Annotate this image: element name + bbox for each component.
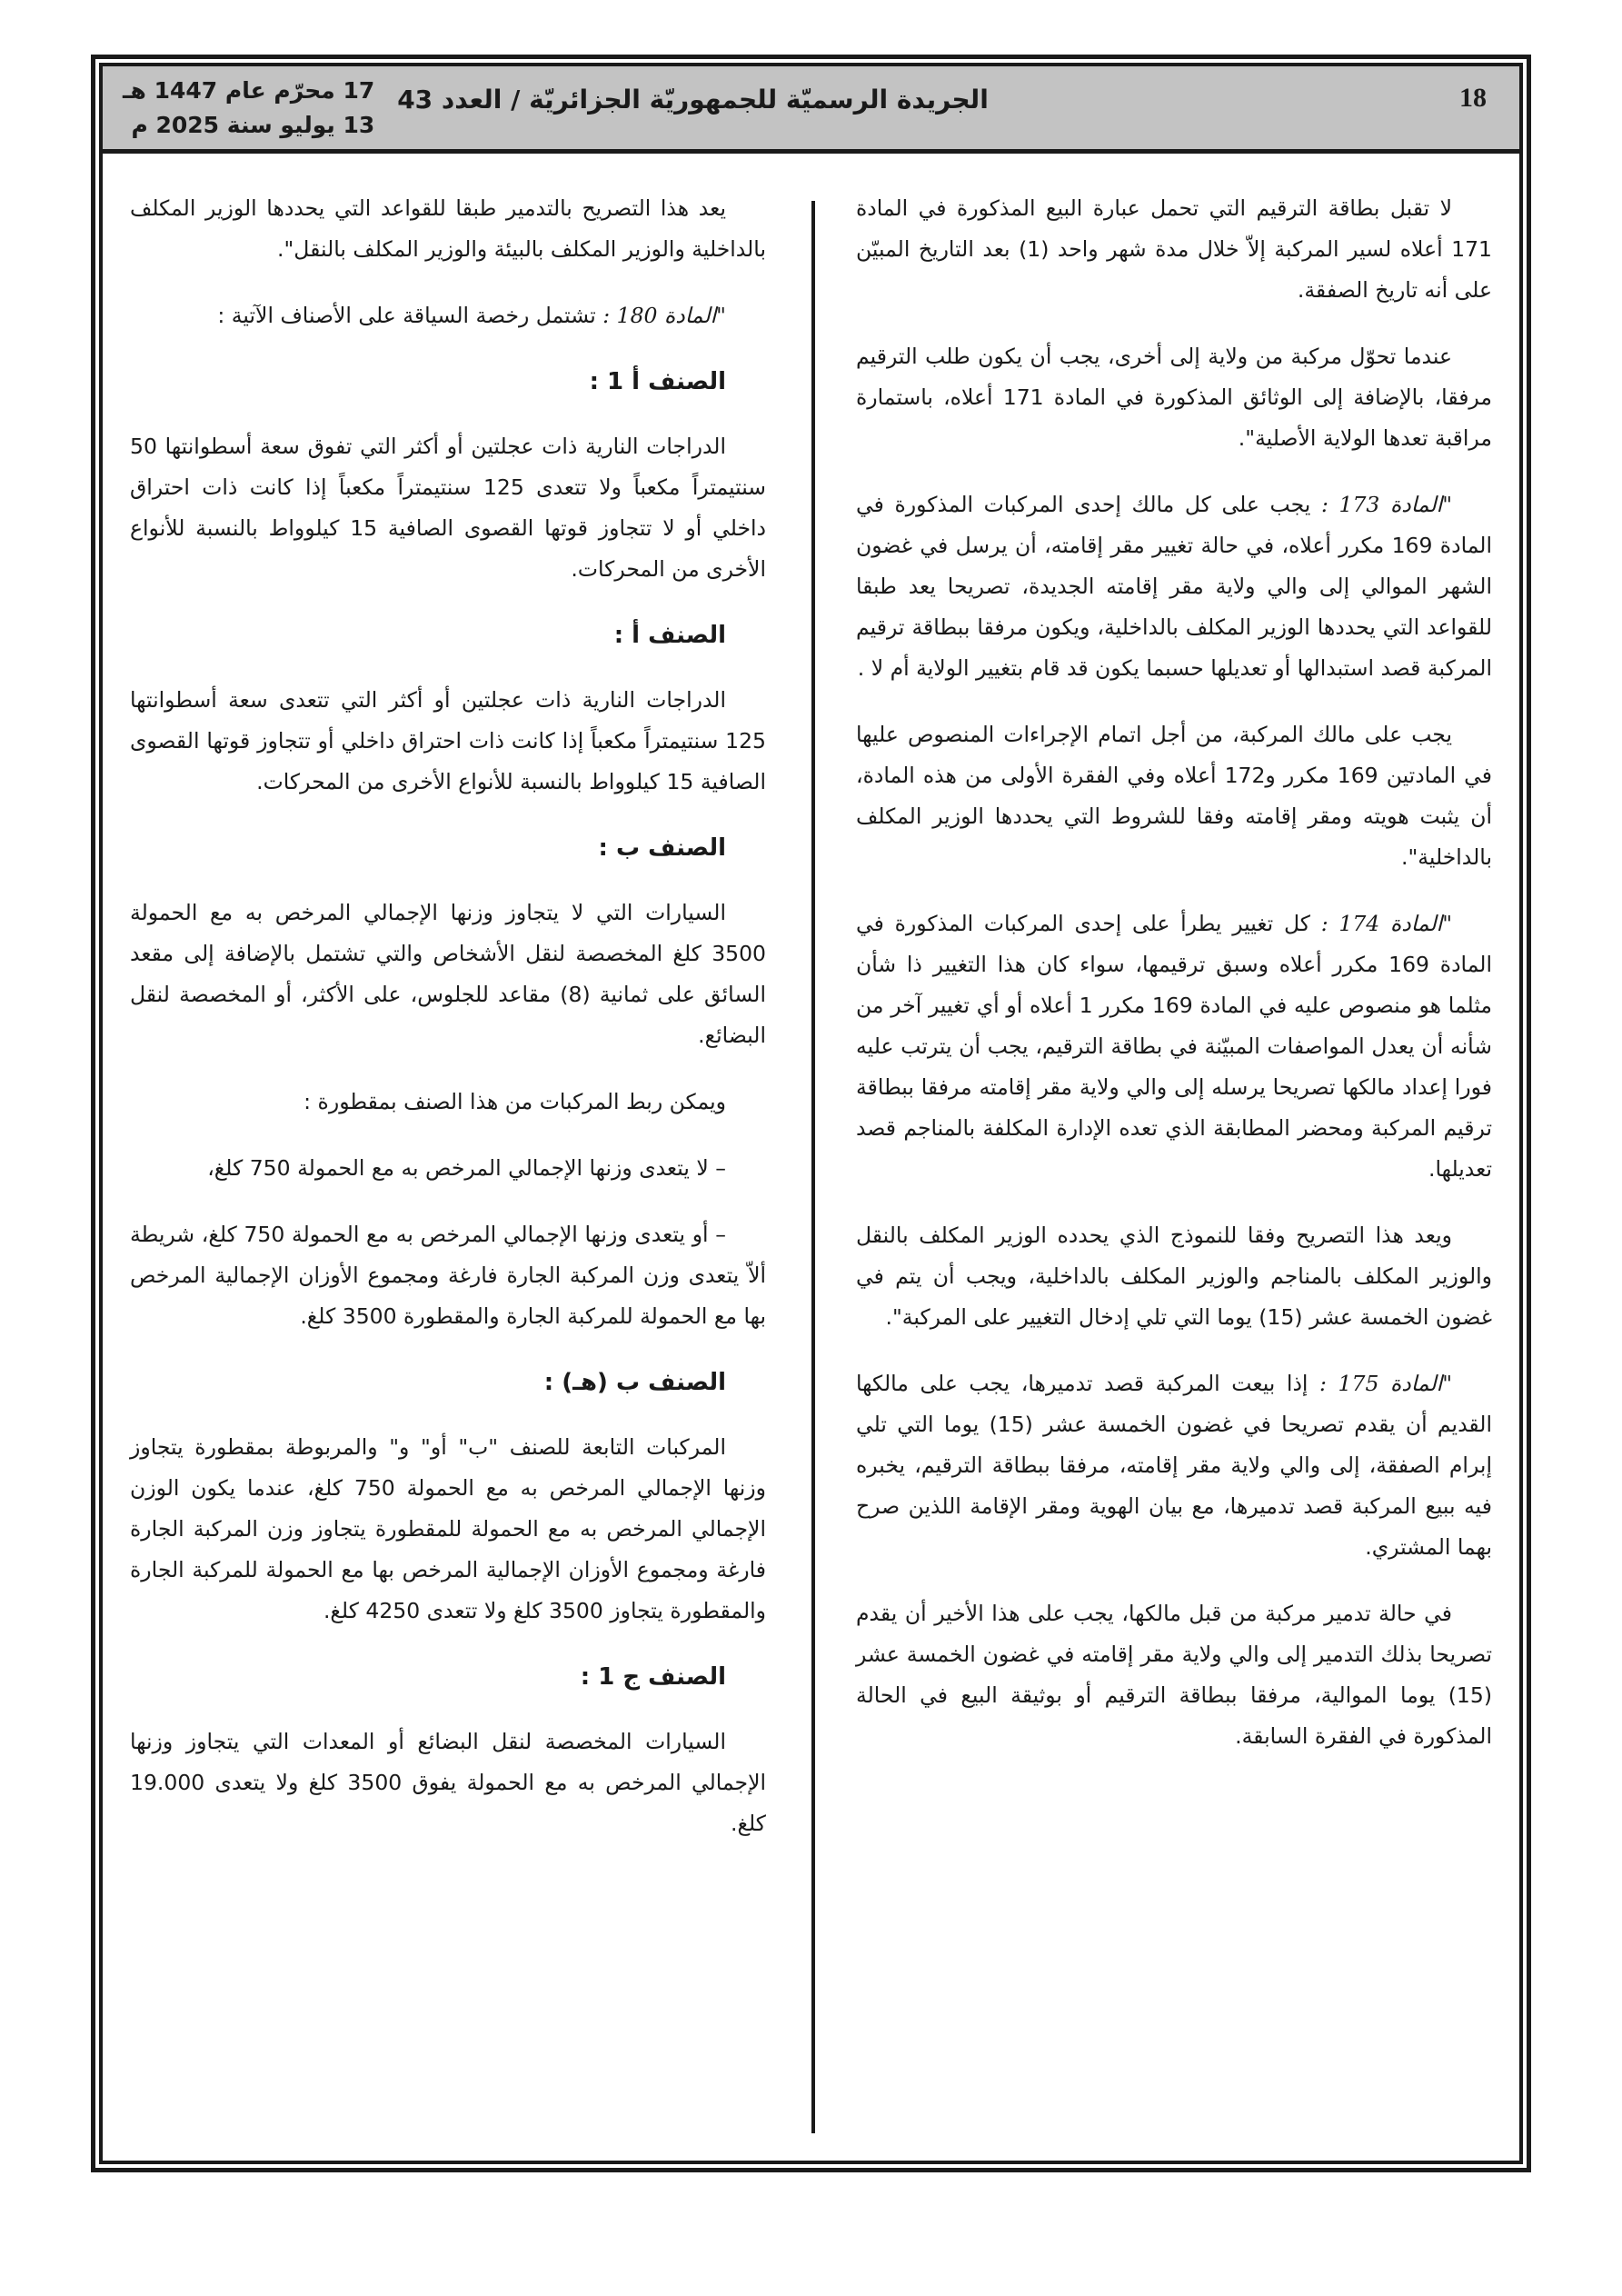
right-column	[856, 188, 1492, 1782]
article-text: تشتمل رخصة السياقة على الأصناف الآتية :	[217, 303, 603, 328]
article-label: "المادة 173 :	[1320, 492, 1453, 517]
category-heading: الصنف ب :	[598, 834, 726, 862]
page-outer-frame	[91, 55, 1531, 2172]
body-paragraph: السيارات المخصصة لنقل البضائع أو المعدات التي يتجاوز وزنها الإجمالي المرخص به مع الحمولة يفوق 3500 كلغ ولا يتعدى 19.000 كلغ.	[130, 1729, 766, 1836]
body-paragraph: الدراجات النارية ذات عجلتين أو أكثر التي تفوق سعة أسطوانتها 50 سنتيمتراً مكعباً ولا تتعدى 125 سنتيمتراً مكعباً إذا كانت ذات احتراق داخلي أو لا تتجاوز قوتها القصوى الصافية 15 كيلوواط بالنسبة للأنواع الأخرى من المحركات.	[130, 434, 767, 582]
category-heading: الصنف أ :	[613, 622, 726, 649]
body-paragraph: السيارات التي لا يتجاوز وزنها الإجمالي المرخص به مع الحمولة 3500 كلغ المخصصة لنقل الأشخاص والتي تشتمل بالإضافة إلى مقعد السائق على ثمانية (8) مقاعد للجلوس، على الأكثر، أو المخصصة لنقل البضائع.	[130, 900, 766, 1048]
body-paragraph: المركبات التابعة للصنف "ب" أو" و" والمربوطة بمقطورة يتجاوز وزنها الإجمالي المرخص به مع الحمولة 750 كلغ، عندما يكون الوزن الإجمالي المرخص به مع الحمولة للمقطورة يتجاوز وزن المركبة الجارة فارغة ومجموع الأوزان الإجمالية المرخص بها مع الحمولة للمركبة الجارة والمقطورة يتجاوز 3500 كلغ ولا تتعدى 4250 كلغ.	[130, 1434, 766, 1623]
article-paragraph	[856, 903, 1492, 1190]
column-divider	[811, 201, 815, 2133]
page-number: 18	[1459, 83, 1487, 113]
article-paragraph	[856, 1363, 1492, 1568]
article-text: كل تغيير يطرأ على إحدى المركبات المذكورة في المادة 169 مكرر أعلاه وسبق ترقيمها، سواء كان هذا التغيير ذا شأن مثلما هو منصوص عليه في المادة 169 مكرر 1 أعلاه أو أي تغيير آخر من شأنه أن يعدل المواصفات المبيّنة في بطاقة الترقيم، يجب أن يترتب عليه فورا إعداد مالكها تصريحا يرسله إلى والي ولاية مقر إقامته مرفقا ببطاقة ترقيم المركبة ومحضر المطابقة الذي تعده الإدارة المكلفة بالمناجم قصد تعديلها.	[856, 911, 1492, 1182]
article-label: "المادة 180 :	[602, 303, 726, 328]
body-paragraph: ويعد هذا التصريح وفقا للنموذج الذي يحدده الوزير المكلف بالنقل والوزير المكلف بالمناجم والوزير المكلف بالداخلية، ويجب أن يتم في غضون الخمسة عشر (15) يوما التي تلي إدخال التغيير على المركبة".	[856, 1223, 1492, 1330]
page-header	[103, 66, 1519, 154]
body-paragraph: لا تقبل بطاقة الترقيم التي تحمل عبارة البيع المذكورة في المادة 171 أعلاه لسير المركبة إلاّ خلال مدة شهر واحد (1) بعد التاريخ المبيّن على أنه تاريخ الصفقة.	[856, 195, 1492, 303]
article-text: إذا بيعت المركبة قصد تدميرها، يجب على مالكها القديم أن يقدم تصريحا في غضون الخمسة عشر (15) يوما التي تلي إبرام الصفقة، إلى والي ولاية مقر إقامته، مرفقا ببطاقة الترقيم، يخبره فيه ببيع المركبة قصد تدميرها، مع بيان الهوية ومقر الإقامة اللذين صرح بهما المشتري.	[856, 1371, 1492, 1560]
body-paragraph: عندما تحوّل مركبة من ولاية إلى أخرى، يجب أن يكون طلب الترقيم مرفقا، بالإضافة إلى الوثائق المذكورة في المادة 171 أعلاه، باستمارة مراقبة تعدها الولاية الأصلية".	[856, 344, 1492, 451]
page-inner-frame	[99, 63, 1523, 2164]
body-paragraph: في حالة تدمير مركبة من قبل مالكها، يجب على هذا الأخير أن يقدم تصريحا بذلك التدمير إلى والي ولاية مقر إقامته في غضون الخمسة عشر (15) يوما الموالية، مرفقا ببطاقة الترقيم أو بوثيقة البيع في الحالة المذكورة في الفقرة السابقة.	[856, 1601, 1492, 1749]
left-column	[130, 188, 766, 1870]
date-gregorian: 13 يوليو سنة 2025 م	[131, 112, 375, 138]
body-paragraph: يجب على مالك المركبة، من أجل اتمام الإجراءات المنصوص عليها في المادتين 169 مكرر و172 أعلاه وفي الفقرة الأولى من هذه المادة، أن يثبت هويته ومقر إقامته وفقا للشروط التي يحددها الوزير المكلف بالداخلية".	[856, 722, 1493, 870]
article-label: "المادة 174 :	[1320, 911, 1453, 936]
category-heading: الصنف ب (هـ) :	[543, 1369, 726, 1396]
issue-dates	[123, 74, 374, 143]
body-paragraph: – أو يتعدى وزنها الإجمالي المرخص به مع الحمولة 750 كلغ، شريطة ألاّ يتعدى وزن المركبة الجارة فارغة ومجموع الأوزان الإجمالية المرخص بها مع الحمولة للمركبة الجارة والمقطورة 3500 كلغ.	[130, 1222, 766, 1329]
body-paragraph: – لا يتعدى وزنها الإجمالي المرخص به مع الحمولة 750 كلغ،	[207, 1155, 726, 1181]
gazette-title: الجريدة الرسميّة للجمهوريّة الجزائريّة / العدد 43	[397, 85, 989, 115]
date-hijri: 17 محرّم عام 1447 هـ	[123, 77, 375, 104]
article-text: يجب على كل مالك إحدى المركبات المذكورة في المادة 169 مكرر أعلاه، في حالة تغيير مقر إقامته، أن يرسل في غضون الشهر الموالي إلى والي ولاية مقر إقامته الجديدة، تصريحا يعد طبقا للقواعد التي يحددها الوزير المكلف بالداخلية، ويكون مرفقا ببطاقة ترقيم المركبة قصد استبدالها أو تعديلها حسبما يكون قد قام بتغيير الولاية أم لا .	[856, 492, 1492, 681]
body-columns	[103, 154, 1519, 2161]
article-paragraph	[856, 484, 1492, 689]
category-heading: الصنف ج 1 :	[580, 1663, 726, 1691]
body-paragraph: الدراجات النارية ذات عجلتين أو أكثر التي تتعدى سعة أسطوانتها 125 سنتيمتراً مكعباً إذا كانت ذات احتراق داخلي أو تتجاوز قوتها القصوى الصافية 15 كيلوواط بالنسبة للأنواع الأخرى من المحركات.	[130, 687, 766, 794]
article-paragraph	[130, 295, 766, 336]
article-label: "المادة 175 :	[1319, 1371, 1453, 1396]
body-paragraph: يعد هذا التصريح بالتدمير طبقا للقواعد التي يحددها الوزير المكلف بالداخلية والوزير المكلف بالبيئة والوزير المكلف بالنقل".	[130, 195, 766, 262]
body-paragraph: ويمكن ربط المركبات من هذا الصنف بمقطورة :	[304, 1089, 726, 1114]
category-heading: الصنف أ 1 :	[589, 368, 726, 395]
